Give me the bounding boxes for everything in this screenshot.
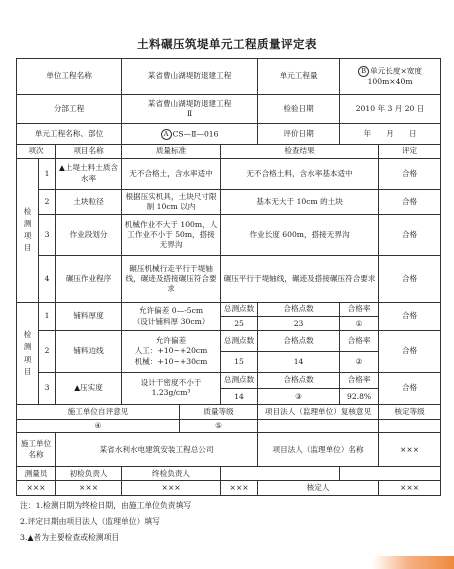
note-line: 3.▲者为主要检查或检测项目	[20, 533, 120, 542]
measure-pass-header: 合格点数	[258, 302, 340, 316]
inspection-rating: 合格	[379, 215, 441, 256]
inspection-name: 碾压作业程序	[56, 256, 122, 302]
column-header-row	[17, 145, 441, 158]
quality-evaluation-table	[16, 58, 440, 496]
inspection-standard: 碾压机械行走平行于堤轴线，碾迹及搭接碾压符合要求	[122, 256, 221, 302]
measure-standard: 设计干密度不小于 1.23g/cm³	[122, 372, 221, 405]
col-project-name: 项目名称	[56, 145, 122, 158]
self-eval-value: ④	[17, 419, 180, 432]
sub-project-name: 某省曹山湖堤防退建工程	[147, 98, 232, 108]
inspection-group-label: 检测项目	[17, 158, 39, 302]
measure-rate-header: 合格率	[340, 331, 379, 352]
header-row-unit-project	[17, 59, 441, 95]
first-check-label: 初检负责人	[56, 467, 122, 481]
unit-name-marker: A	[161, 129, 172, 140]
inspection-result: 基本无大于 10cm 的土块	[221, 189, 379, 215]
contractor-value: 某省水利水电建筑安装工程总公司	[56, 433, 258, 467]
evaluation-value-row	[17, 419, 441, 432]
unit-project-name-label: 单位工程名称	[17, 59, 122, 95]
inspection-row	[17, 256, 441, 302]
signatory-value-row	[17, 481, 441, 496]
final-check-value: ×××	[122, 481, 221, 496]
unit-quantity-label: 单元工程量	[258, 59, 340, 95]
inspection-rating: 合格	[379, 256, 441, 302]
measure-pass-header: 合格点数	[258, 372, 340, 388]
sub-project-label: 分部工程	[17, 94, 122, 123]
inspection-standard: 无不合格土，含水率适中	[122, 158, 221, 189]
owner-value: ×××	[379, 433, 441, 467]
measure-rate: ②	[340, 351, 379, 372]
signatory-blank	[221, 467, 340, 481]
header-row-sub-project	[17, 94, 441, 123]
inspection-standard: 机械作业不大于 100m，人工作业不小于 50m，搭接无界沟	[122, 215, 221, 256]
supervisor-review-value	[258, 419, 379, 432]
inspection-no: 3	[39, 215, 56, 256]
inspection-row	[17, 158, 441, 189]
inspect-date-value: 2010 年 3 月 20 日	[340, 94, 441, 123]
inspection-rating: 合格	[379, 158, 441, 189]
owner-label: 项目法人（监理单位）名称	[258, 433, 379, 467]
measure-no: 1	[39, 302, 56, 331]
self-eval-label: 施工单位自评意见	[17, 405, 180, 419]
inspection-name: 土块粒径	[56, 189, 122, 215]
tester-value: ×××	[17, 481, 56, 496]
inspection-name: ▲上堤土料土质含水率	[56, 158, 122, 189]
eval-date-label: 评价日期	[258, 123, 340, 145]
sub-project-value	[122, 94, 258, 123]
measure-total: 14	[221, 388, 258, 404]
measure-row-top	[17, 331, 441, 352]
inspection-no: 2	[39, 189, 56, 215]
measure-no: 2	[39, 331, 56, 372]
measure-pass-header: 合格点数	[258, 331, 340, 352]
unit-project-name-value: 某省曹山湖堤防退建工程	[122, 59, 258, 95]
unit-quantity-size: 100m×40m	[367, 76, 413, 86]
organization-row	[17, 433, 441, 467]
col-item: 项次	[17, 145, 56, 158]
measure-total: 15	[221, 351, 258, 372]
measure-pass: 14	[258, 351, 340, 372]
inspection-result: 无不合格土料，含水率基本适中	[221, 158, 379, 189]
inspection-row	[17, 215, 441, 256]
evaluation-header-row	[17, 405, 441, 419]
measure-standard: 允许偏差 人工：+10~+20cm 机械：+10~+30cm	[122, 331, 221, 372]
unit-quantity-marker: B	[358, 66, 369, 77]
signatory-blank	[340, 467, 441, 481]
contractor-label: 施工单位名称	[17, 433, 56, 467]
unit-quantity-value	[340, 59, 441, 95]
measure-total-header: 总测点数	[221, 372, 258, 388]
inspection-row	[17, 189, 441, 215]
quality-grade-value: ⑤	[180, 419, 258, 432]
col-result: 检查结果	[221, 145, 379, 158]
note-line: 注：1.检测日期为终检日期，由施工单位负责填写	[20, 501, 192, 510]
inspection-result: 碾压平行于堤轴线，碾迹及搭接碾压符合要求	[221, 256, 379, 302]
measure-total-header: 总测点数	[221, 331, 258, 352]
supervisor-review-label: 项目法人（监理单位）复核意见	[258, 405, 379, 419]
measure-rate-header: 合格率	[340, 302, 379, 316]
measure-rating: 合格	[379, 372, 441, 405]
measure-rating: 合格	[379, 302, 441, 331]
verifier-label: 核定人	[258, 481, 379, 496]
measure-standard: 允许偏差 0—-5cm （设计铺料厚 30cm）	[122, 302, 221, 331]
col-rating: 评定	[379, 145, 441, 158]
corner-badge-icon	[372, 556, 454, 569]
final-check-label: 终检负责人	[122, 467, 221, 481]
form-title: 土料碾压筑堤单元工程质量评定表	[137, 37, 317, 51]
col-standard: 质量标准	[122, 145, 221, 158]
inspection-standard: 根据压实机具，土块尺寸限制 10cm 以内	[122, 189, 221, 215]
inspection-rating: 合格	[379, 189, 441, 215]
measure-total: 25	[221, 317, 258, 331]
note-line: 2.评定日期由项目法人（监理单位）填写	[20, 517, 160, 526]
inspection-result: 作业长度 600m，搭接无界沟	[221, 215, 379, 256]
tester-label: 测量员	[17, 467, 56, 481]
measure-pass: 23	[258, 317, 340, 331]
measure-row-top	[17, 302, 441, 316]
unit-name-value	[122, 123, 258, 145]
blank-value: ×××	[221, 481, 258, 496]
inspection-name: 作业段划分	[56, 215, 122, 256]
measure-pass: ③	[258, 388, 340, 404]
measure-total-header: 总测点数	[221, 302, 258, 316]
measure-group-label: 检测项目	[17, 302, 39, 405]
measure-rate-header: 合格率	[340, 372, 379, 388]
form-notes	[20, 502, 440, 550]
unit-quantity-text: 单元长度×宽度	[370, 66, 423, 76]
measure-rate: 92.8%	[340, 388, 379, 404]
quality-grade-label: 质量等级	[180, 405, 258, 419]
verified-grade-value	[379, 419, 441, 432]
inspection-no: 1	[39, 158, 56, 189]
measure-no: 3	[39, 372, 56, 405]
unit-name-label: 单元工程名称、部位	[17, 123, 122, 145]
measure-name: 铺料边线	[56, 331, 122, 372]
inspection-no: 4	[39, 256, 56, 302]
unit-name-code: CS—Ⅱ—016	[172, 129, 219, 139]
measure-rate: ①	[340, 317, 379, 331]
measure-name: 铺料厚度	[56, 302, 122, 331]
verified-grade-label: 核定等级	[379, 405, 441, 419]
measure-name: ▲压实度	[56, 372, 122, 405]
signatory-label-row	[17, 467, 441, 481]
measure-rating: 合格	[379, 331, 441, 372]
eval-date-value: 年 月 日	[340, 123, 441, 145]
header-row-unit-name	[17, 123, 441, 145]
verifier-value: ×××	[379, 481, 441, 496]
inspect-date-label: 检验日期	[258, 94, 340, 123]
first-check-value: ×××	[56, 481, 122, 496]
sub-project-number: Ⅱ	[186, 108, 193, 118]
measure-row-top	[17, 372, 441, 388]
